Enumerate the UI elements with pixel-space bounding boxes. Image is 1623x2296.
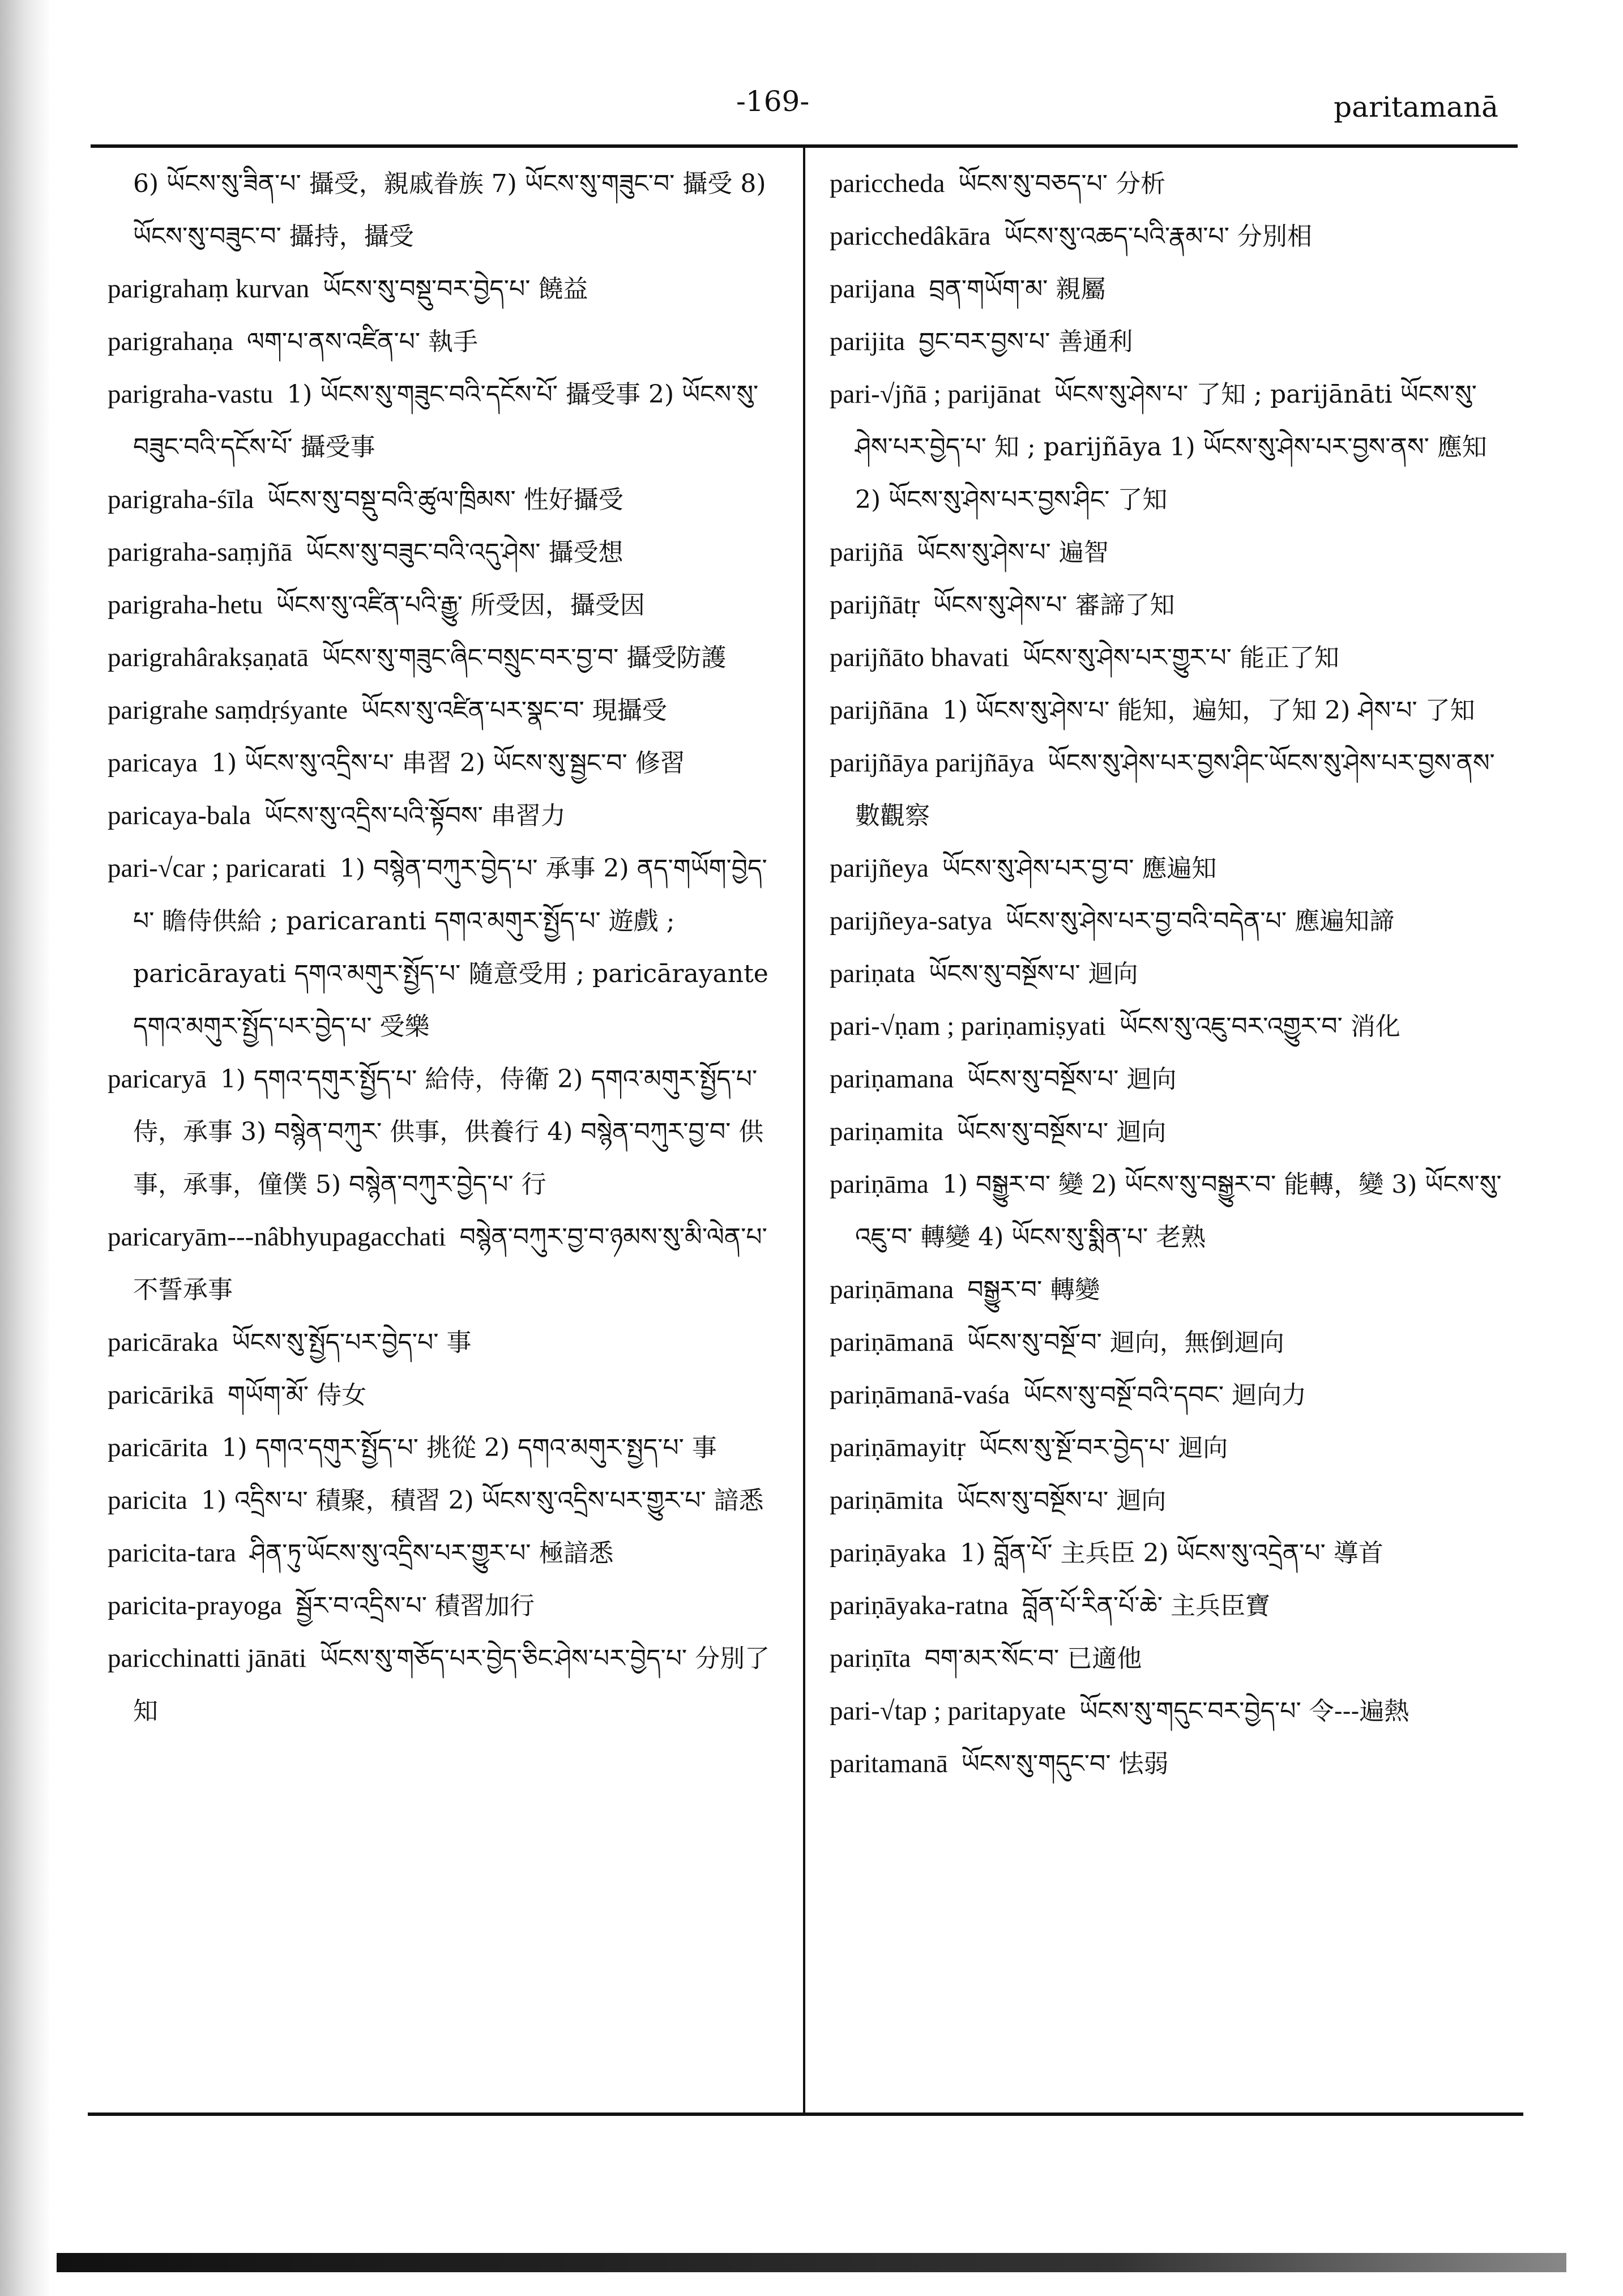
entry-headword: parigraha-śīla: [108, 485, 254, 514]
entry-headword: paricārita: [108, 1433, 208, 1462]
entry-definition: ཤིན་ཏུ་ཡོངས་སུ་འདྲིས་པར་གྱུར་པ་ 極諳悉: [250, 1539, 614, 1568]
entry-headword: paricchedâkāra: [830, 221, 991, 251]
dictionary-entry: [830, 842, 1509, 895]
dictionary-entry: [830, 1264, 1509, 1316]
dictionary-entry: [830, 579, 1509, 631]
entry-headword: parijñāto bhavati: [830, 643, 1010, 672]
dictionary-entry: [830, 1632, 1509, 1685]
dictionary-entry: [830, 948, 1509, 1000]
right-column: [830, 157, 1509, 2106]
dictionary-entry: [108, 1369, 787, 1422]
entry-headword: parijñātṛ: [830, 590, 920, 620]
entry-headword: pariṇāmita: [830, 1486, 943, 1515]
dictionary-entry: [108, 737, 787, 789]
column-divider: [803, 146, 805, 2114]
entry-definition: ཡོངས་སུ་བཅད་པ་ 分析: [958, 169, 1166, 198]
entry-headword: parijñāya parijñāya: [830, 748, 1035, 778]
entry-definition: ཡོངས་སུ་བསྔོས་པ་ 迴向: [956, 1117, 1167, 1146]
dictionary-entry: [108, 1632, 787, 1738]
entry-headword: paricāraka: [108, 1328, 219, 1357]
left-column: [108, 157, 787, 2106]
entry-continuation: 6) ཡོངས་སུ་ཟིན་པ་ 攝受，親戚眷族 7) ཡོངས་སུ་གཟུང་བ་ 攝受 8) ཡོངས་སུ་བཟུང་བ་ 攝持，攝受: [133, 169, 766, 251]
entry-definition: ཡོངས་སུ་ཤེས་པར་བྱ་བའི་བདེན་པ་ 應遍知諦: [1006, 907, 1395, 936]
entry-headword: pariṇāmanā: [830, 1328, 954, 1357]
entry-headword: pari-√ṇam ; pariṇamiṣyati: [830, 1012, 1106, 1041]
dictionary-entry: [830, 1369, 1509, 1422]
entry-headword: paricita-prayoga: [108, 1591, 282, 1620]
entry-definition: 1) ཡོངས་སུ་ཤེས་པ་ 能知，遍知，了知 2) ཤེས་པ་ 了知: [942, 696, 1475, 725]
entry-headword: parijita: [830, 327, 906, 356]
entry-definition: ཡོངས་སུ་ཤེས་པ་ 遍智: [917, 538, 1109, 567]
entry-definition: ཡོངས་སུ་བསྡུ་བའི་ཚུལ་ཁྲིམས་ 性好攝受: [267, 485, 623, 514]
dictionary-entry: [108, 526, 787, 579]
dictionary-entry: [830, 157, 1509, 210]
dictionary-entry: [108, 263, 787, 315]
dictionary-entry: [108, 842, 787, 1053]
entry-headword: paricita: [108, 1486, 187, 1515]
entry-definition: ལག་པ་ནས་འཛིན་པ་ 執手: [246, 327, 479, 356]
dictionary-entry: [830, 315, 1509, 368]
entry-definition: 1) བློན་པོ་ 主兵臣 2) ཡོངས་སུ་འདྲེན་པ་ 導首: [960, 1539, 1383, 1568]
dictionary-entry: [830, 1053, 1509, 1106]
entry-definition: ཡོངས་སུ་བསྔོ་བའི་དབང་ 迴向力: [1023, 1381, 1306, 1410]
entry-headword: pariṇāmanā-vaśa: [830, 1380, 1010, 1410]
entry-definition: བསྙེན་བཀུར་བྱ་བ་ཉམས་སུ་མི་ལེན་པ་ 不誓承事: [133, 1223, 767, 1304]
dictionary-entry: [830, 1738, 1509, 1790]
entry-definition: གཡོག་མོ་ 侍女: [227, 1381, 367, 1410]
entry-headword: pari-√tap ; paritapyate: [830, 1696, 1066, 1726]
entry-definition: ཡོངས་སུ་གདུང་བར་བྱེད་པ་ 令---遍熱: [1079, 1697, 1410, 1726]
dictionary-entry: [108, 1580, 787, 1632]
entry-definition: ཡོངས་སུ་སྤྱོད་པར་བྱེད་པ་ 事: [232, 1328, 472, 1357]
scan-shadow-left: [0, 0, 51, 2296]
dictionary-entry: [108, 1527, 787, 1580]
dictionary-entry: [830, 1158, 1509, 1264]
entry-headword: pariṇīta: [830, 1644, 911, 1673]
entry-definition: བློན་པོ་རིན་པོ་ཆེ་ 主兵臣寶: [1022, 1591, 1270, 1620]
entry-definition: ཡོངས་སུ་འདྲིས་པའི་སྟོབས་ 串習力: [264, 801, 566, 830]
entry-headword: pariṇāma: [830, 1170, 929, 1199]
dictionary-entry: [830, 210, 1509, 263]
entry-definition: 1) ཡོངས་སུ་གཟུང་བའི་དངོས་པོ་ 攝受事 2) ཡོངས་སུ་བཟུང་བའི་དངོས་པོ་ 攝受事: [133, 380, 759, 462]
entry-definition: 1) བསྒྱུར་བ་ 變 2) ཡོངས་སུ་བསྒྱུར་བ་ 能轉，變 3) ཡོངས་སུ་འཇུ་བ་ 轉變 4) ཡོངས་སུ་སྨིན་པ་ 老熟: [855, 1170, 1502, 1252]
entry-definition: ཡོངས་སུ་ཤེས་པ་ 了知 ; parijānāti ཡོངས་སུ་ཤེས་པར་བྱེད་པ་ 知 ; parijñāya 1) ཡོངས་སུ་ཤེས་པར་བྱས་ནས་ 應知 2) ཡོངས་སུ་ཤེས་པར་བྱས་ཤིང་ 了知: [855, 380, 1487, 514]
dictionary-entry: [830, 1422, 1509, 1474]
dictionary-entry: [108, 473, 787, 526]
dictionary-entry: [108, 631, 787, 684]
entry-headword: parigraha-saṃjñā: [108, 537, 293, 567]
entry-headword: parigrahe saṃdṛśyante: [108, 695, 348, 725]
dictionary-entry: [108, 1474, 787, 1527]
entry-definition: 1) བསྙེན་བཀུར་བྱེད་པ་ 承事 2) ནད་གཡོག་བྱེད་པ་ 瞻侍供給 ; paricaranti དགའ་མགུར་སྤྱོད་པ་ 遊戲 ; paricārayati དགའ་མགུར་སྤྱོད་པ་ 隨意受用 ; paricārayante དགའ་མགུར་སྤྱོད་པར་བྱེད་པ་ 受樂: [133, 854, 768, 1041]
entry-headword: parijñeya: [830, 853, 929, 883]
dictionary-entry: [830, 1000, 1509, 1053]
dictionary-entry: [108, 1422, 787, 1474]
entry-definition: ཡོངས་སུ་གཟུང་ཞིང་བསྲུང་བར་བྱ་བ་ 攝受防護: [322, 643, 727, 672]
entry-headword: pariṇāyaka: [830, 1538, 947, 1568]
entry-headword: paricita-tara: [108, 1538, 236, 1568]
dictionary-entry: [108, 1211, 787, 1316]
entry-definition: 1) ཡོངས་སུ་འདྲིས་པ་ 串習 2) ཡོངས་སུ་སྦྱང་བ་ 修習: [211, 749, 685, 778]
entry-headword: paricaryām---nâbhyupagacchati: [108, 1222, 446, 1252]
entry-definition: ཡོངས་སུ་བསྔོས་པ་ 迴向: [956, 1486, 1167, 1515]
entry-headword: parijana: [830, 274, 916, 304]
entry-definition: ཡོངས་སུ་འཛིན་པའི་རྒྱུ་ 所受因，攝受因: [276, 591, 645, 620]
entry-definition: ཡོངས་སུ་ཤེས་པ་ 審諦了知: [933, 591, 1175, 620]
entry-headword: parigraha-hetu: [108, 590, 263, 620]
entry-headword: paricchinatti jānāti: [108, 1644, 307, 1673]
dictionary-entry: [830, 1527, 1509, 1580]
dictionary-entry: [108, 1053, 787, 1211]
entry-headword: pari-√jñā ; parijānat: [830, 379, 1041, 409]
entry-headword: pariṇāmana: [830, 1275, 954, 1304]
entry-headword: pari-√car ; paricarati: [108, 853, 326, 883]
entry-definition: ཡོངས་སུ་སྔོ་བར་བྱེད་པ་ 迴向: [979, 1433, 1228, 1462]
entry-definition: ཡོངས་སུ་ཤེས་པར་བྱ་བ་ 應遍知: [942, 854, 1217, 883]
entry-headword: paricaya-bala: [108, 801, 251, 830]
entry-headword: parigrahaṃ kurvan: [108, 274, 310, 304]
dictionary-entry: [830, 1474, 1509, 1527]
entry-definition: བྲན་གཡོག་མ་ 親屬: [929, 275, 1106, 304]
dictionary-entry: [830, 263, 1509, 315]
entry-headword: parigrahârakṣaṇatā: [108, 643, 309, 672]
entry-headword: paritamanā: [830, 1749, 948, 1778]
scan-shadow-bottom: [57, 2253, 1566, 2272]
dictionary-entry: [830, 1580, 1509, 1632]
entry-definition: ཡོངས་སུ་བསྔོ་བ་ 迴向，無倒迴向: [967, 1328, 1284, 1357]
entry-headword: parigraha-vastu: [108, 379, 274, 409]
entry-definition: ཡོངས་སུ་བསྡུ་བར་བྱེད་པ་ 饒益: [323, 275, 588, 304]
entry-definition: ཡོངས་སུ་ཤེས་པར་གྱུར་པ་ 能正了知: [1023, 643, 1339, 672]
dictionary-entry: [830, 526, 1509, 579]
entry-headword: paricārikā: [108, 1380, 214, 1410]
entry-headword: pariṇāmayitṛ: [830, 1433, 966, 1462]
page-number: -169-: [736, 85, 810, 118]
entry-headword: pariṇāyaka-ratna: [830, 1591, 1009, 1620]
dictionary-entry: [108, 1316, 787, 1369]
entry-headword: pariṇamita: [830, 1117, 943, 1146]
dictionary-entry: [108, 315, 787, 368]
running-head: paritamanā: [1334, 91, 1498, 123]
dictionary-entry: [108, 368, 787, 473]
entry-headword: parijñā: [830, 537, 904, 567]
dictionary-entry: [830, 684, 1509, 737]
entry-definition: ཡོངས་སུ་བསྔོས་པ་ 迴向: [967, 1065, 1177, 1094]
dictionary-entry: [108, 789, 787, 842]
entry-definition: ཡོངས་སུ་བསྔོས་པ་ 迴向: [929, 959, 1138, 988]
entry-definition: བྱང་བར་བྱས་པ་ 善通利: [919, 327, 1133, 356]
entry-definition: 1) དགའ་དགུར་སྤྱོད་པ་ 給侍，侍衛 2) དགའ་མགུར་སྤྱོད་པ་ 侍，承事 3) བསྙེན་བཀུར་ 供事，供養行 4) བསྙེན་བཀུར་བྱ་བ་ 供事，承事，僮僕 5) བསྙེན་བཀུར་བྱེད་པ་ 行: [133, 1065, 764, 1199]
entry-definition: ཡོངས་སུ་གཅོད་པར་བྱེད་ཅིང་ཤེས་པར་བྱེད་པ་ 分別了知: [133, 1644, 770, 1726]
dictionary-entry: [830, 631, 1509, 684]
dictionary-entry: [830, 1685, 1509, 1738]
entry-definition: བག་མར་སོང་བ་ 已適他: [924, 1644, 1142, 1673]
dictionary-entry: [830, 368, 1509, 526]
entry-definition: ཡོངས་སུ་འཛིན་པར་སྣང་བ་ 現攝受: [361, 696, 667, 725]
footer-rule: [88, 2113, 1523, 2116]
dictionary-entry: [830, 1316, 1509, 1369]
entry-definition: སྦྱོར་བ་འདྲིས་པ་ 積習加行: [295, 1591, 535, 1620]
entry-headword: pariṇata: [830, 959, 916, 988]
entry-definition: ཡོངས་སུ་བཟུང་བའི་འདུ་ཤེས་ 攝受想: [306, 538, 623, 567]
entry-definition: ཡོངས་སུ་འཆད་པའི་རྣམ་པ་ 分別相: [1004, 222, 1312, 251]
dictionary-entry: [830, 895, 1509, 948]
entry-headword: paricaya: [108, 748, 198, 778]
entry-headword: parijñāna: [830, 695, 929, 725]
dictionary-entry: [830, 737, 1509, 842]
entry-definition: 1) དགའ་དགུར་སྤྱོད་པ་ 挑從 2) དགའ་མགུར་སྤྱད་པ་ 事: [221, 1433, 717, 1462]
entry-definition: 1) འདྲིས་པ་ 積聚，積習 2) ཡོངས་སུ་འདྲིས་པར་གྱུར་པ་ 諳悉: [200, 1486, 764, 1515]
dictionary-entry: [108, 684, 787, 737]
entry-headword: paricaryā: [108, 1064, 207, 1094]
entry-definition: ཡོངས་སུ་གདུང་བ་ 怯弱: [961, 1749, 1169, 1778]
entry-headword: pariccheda: [830, 169, 945, 198]
entry-definition: བསྒྱུར་བ་ 轉變: [967, 1275, 1100, 1304]
entry-definition: ཡོངས་སུ་ཤེས་པར་བྱས་ཤིང་ཡོངས་སུ་ཤེས་པར་བྱས་ནས་ 數觀察: [855, 749, 1495, 830]
entry-headword: pariṇamana: [830, 1064, 954, 1094]
entry-headword: parigrahaṇa: [108, 327, 233, 356]
entry-definition: ཡོངས་སུ་འཇུ་བར་འགྱུར་བ་ 消化: [1119, 1012, 1400, 1041]
dictionary-entry: [108, 579, 787, 631]
entry-headword: parijñeya-satya: [830, 906, 993, 936]
dictionary-entry: [830, 1106, 1509, 1158]
